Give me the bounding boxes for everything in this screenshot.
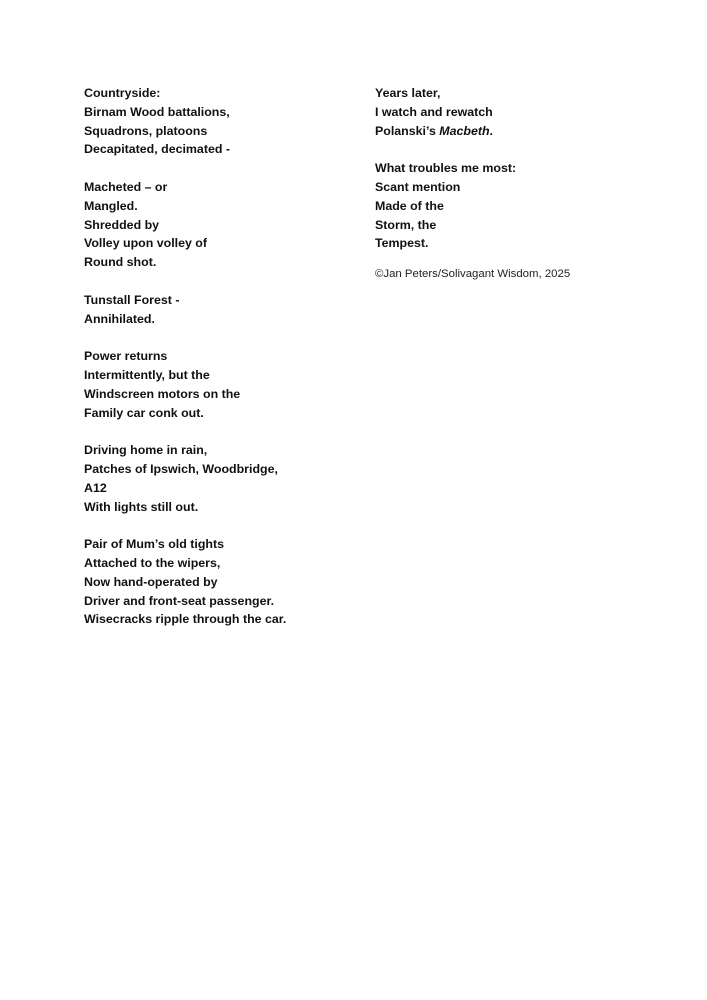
poem-line: Storm, the	[375, 217, 437, 232]
stanza	[84, 291, 354, 329]
stanza	[375, 84, 675, 140]
film-title: Macbeth	[439, 123, 490, 138]
poem-left-column	[84, 84, 354, 648]
poem-line: Countryside:	[84, 86, 161, 100]
poem-line: Mangled.	[84, 198, 138, 213]
stanza	[84, 535, 354, 629]
poem-line: Shredded by	[84, 217, 160, 232]
poem-line: Intermittently, but the	[84, 367, 210, 382]
poem-line: Power returns	[84, 349, 168, 364]
poem-line: Windscreen motors on the	[84, 386, 241, 401]
poem-line: Wisecracks ripple through the car.	[84, 612, 287, 627]
poem-line: Scant mention	[375, 179, 461, 194]
poem-line: Years later,	[375, 86, 441, 100]
stanza	[375, 159, 675, 253]
poem-line: Volley upon volley of	[84, 236, 208, 251]
poem-line-suffix: .	[489, 123, 493, 138]
stanza	[84, 178, 354, 272]
poem-line: Tempest.	[375, 236, 429, 251]
poem-line-prefix: Polanski’s	[375, 123, 440, 138]
poem-line: Now hand-operated by	[84, 574, 218, 589]
poem-line: Driving home in rain,	[84, 443, 208, 458]
copyright-notice: ©Jan Peters/Solivagant Wisdom, 2025	[375, 267, 571, 280]
poem-line: What troubles me most:	[375, 161, 517, 176]
poem-line: I watch and rewatch	[375, 104, 493, 119]
poem-right-column	[375, 84, 675, 282]
poem-line: Made of the	[375, 198, 444, 213]
stanza	[84, 84, 354, 159]
poem-line-with-title	[375, 122, 675, 141]
poem-line: Driver and front-seat passenger.	[84, 593, 275, 608]
poem-line: Patches of Ipswich, Woodbridge,	[84, 461, 278, 476]
poem-line: With lights still out.	[84, 499, 199, 514]
poem-line: Birnam Wood battalions,	[84, 104, 230, 119]
stanza	[84, 441, 354, 516]
poem-line: Attached to the wipers,	[84, 555, 221, 570]
stanza	[84, 347, 354, 422]
poem-line: Squadrons, platoons	[84, 123, 208, 138]
poem-line: Family car conk out.	[84, 405, 204, 420]
poem-line: Tunstall Forest -	[84, 292, 180, 307]
poem-line: Round shot.	[84, 255, 157, 270]
poem-line: Macheted – or	[84, 179, 168, 194]
poem-line: Decapitated, decimated -	[84, 142, 230, 157]
poem-line: A12	[84, 480, 107, 495]
poem-line: Pair of Mum’s old tights	[84, 537, 224, 552]
poem-line: Annihilated.	[84, 311, 155, 326]
